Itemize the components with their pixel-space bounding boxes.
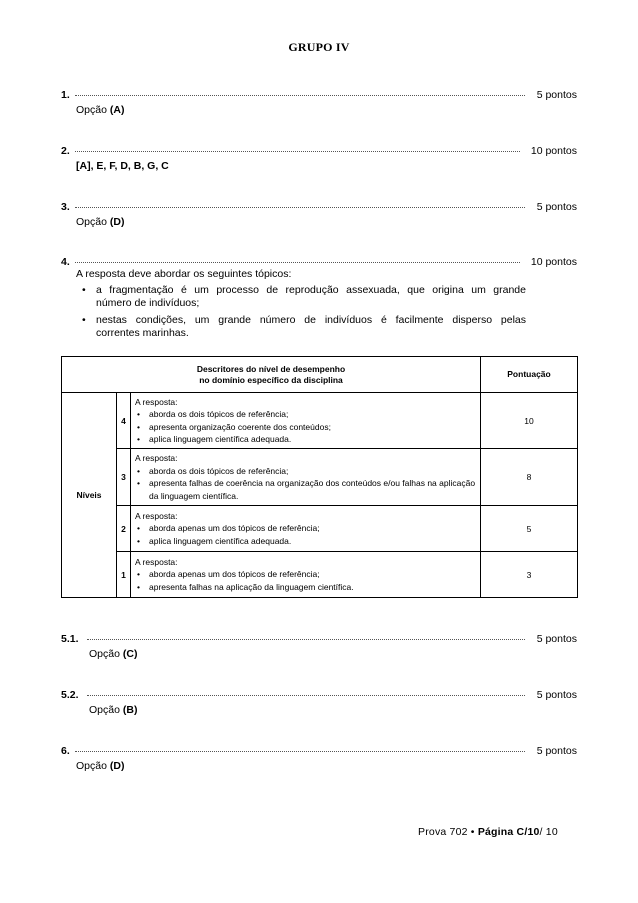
footer-separator: • — [470, 826, 475, 838]
item-points: 5 pontos — [536, 201, 577, 213]
leader-dots — [75, 151, 520, 152]
answer-value: (B) — [122, 704, 138, 716]
item-2-line — [61, 145, 577, 159]
item-number: 6. — [61, 745, 70, 757]
topic-line-2: correntes marinhas. — [96, 327, 189, 339]
descriptor-text: apresenta organização coerente dos conteúdos; — [149, 421, 331, 432]
bullet-icon: • — [137, 409, 140, 419]
descriptor-bullet — [135, 477, 476, 502]
item-number: 2. — [61, 145, 70, 157]
answer-value: (A) — [109, 104, 125, 116]
descriptor-text: aborda apenas um dos tópicos de referência; — [149, 569, 320, 580]
item-6-answer — [76, 760, 124, 772]
exam-code: Prova 702 — [418, 826, 468, 838]
bullet-icon: • — [137, 421, 140, 432]
levels-label: Níveis — [62, 393, 117, 598]
descriptor-text: aplica linguagem científica adequada. — [149, 434, 292, 444]
answer-prefix: Opção — [89, 648, 120, 660]
page-label: Página C/10 — [477, 826, 540, 838]
topic-line-1: a fragmentação é um processo de reprodução assexuada, que origina um grande — [96, 284, 526, 296]
descriptor-bullet — [135, 535, 476, 548]
item-2-answer — [76, 160, 169, 172]
bullet-icon: • — [137, 478, 140, 488]
descriptor-lead: A resposta: — [135, 556, 178, 567]
header-line-1: Descritores do nível de desempenho — [196, 363, 346, 374]
item-points: 5 pontos — [536, 745, 577, 757]
level-descriptor — [131, 506, 481, 552]
item-5-1-line — [61, 633, 577, 647]
item-number: 1. — [61, 89, 70, 101]
item-1-answer — [76, 104, 124, 116]
descriptor-bullet — [135, 581, 476, 594]
level-descriptor — [131, 552, 481, 598]
item-points: 5 pontos — [536, 633, 577, 645]
descriptor-text: aborda os dois tópicos de referência; — [149, 409, 289, 419]
header-line-2: no domínio específico da disciplina — [199, 374, 343, 385]
bullet-icon: • — [137, 535, 140, 546]
bullet-icon: • — [137, 569, 140, 580]
answer-value: (D) — [109, 216, 125, 228]
level-descriptor — [131, 449, 481, 506]
page-footer — [418, 826, 558, 838]
item-3-answer — [76, 216, 124, 228]
leader-dots — [75, 95, 525, 96]
item-6-line — [61, 745, 577, 759]
bullet-icon: • — [137, 523, 140, 534]
leader-dots — [75, 262, 520, 263]
item-points: 10 pontos — [530, 256, 577, 268]
answer-sequence: [A], E, F, D, B, G, C — [76, 160, 169, 172]
answer-prefix: Opção — [76, 760, 107, 772]
descriptor-lead: A resposta: — [135, 510, 178, 521]
item-points: 5 pontos — [536, 689, 577, 701]
descriptor-bullet — [135, 568, 476, 581]
rubric-table — [61, 356, 578, 598]
level-number: 4 — [117, 393, 131, 449]
item-number: 5.1. — [61, 633, 79, 645]
bullet-icon: • — [137, 434, 140, 444]
item-5-2-line — [61, 689, 577, 703]
item-points: 10 pontos — [530, 145, 577, 157]
descriptor-text: aborda apenas um dos tópicos de referência; — [149, 523, 320, 534]
answer-prefix: Opção — [89, 704, 120, 716]
level-number: 1 — [117, 552, 131, 598]
level-score: 3 — [481, 552, 578, 598]
topics-intro: A resposta deve abordar os seguintes tópicos: — [76, 268, 292, 280]
bullet-icon: • — [82, 284, 86, 296]
item-1-line — [61, 89, 577, 103]
descriptor-bullet — [135, 465, 476, 478]
rubric-header-score: Pontuação — [481, 357, 578, 393]
answer-value: (C) — [122, 648, 138, 660]
level-score: 10 — [481, 393, 578, 449]
level-score: 8 — [481, 449, 578, 506]
item-5-2-answer — [89, 704, 137, 716]
descriptor-text: aplica linguagem científica adequada. — [149, 535, 292, 546]
bullet-icon: • — [137, 465, 140, 476]
item-5-1-answer — [89, 648, 137, 660]
group-title: GRUPO IV — [288, 40, 350, 54]
rubric-header-descriptors — [62, 357, 481, 393]
descriptor-bullet — [135, 408, 476, 421]
bullet-icon: • — [82, 314, 86, 326]
descriptor-text: aborda os dois tópicos de referência; — [149, 465, 289, 476]
page-total: / 10 — [539, 826, 558, 838]
descriptor-bullet — [135, 522, 476, 535]
item-number: 5.2. — [61, 689, 79, 701]
answer-prefix: Opção — [76, 216, 107, 228]
level-number: 2 — [117, 506, 131, 552]
level-number: 3 — [117, 449, 131, 506]
topic-line-1: nestas condições, um grande número de indivíduos é facilmente disperso pelas — [96, 314, 526, 326]
leader-dots — [75, 751, 525, 752]
descriptor-lead: A resposta: — [135, 396, 178, 407]
descriptor-bullet — [135, 433, 476, 446]
leader-dots — [87, 695, 525, 696]
topic-1 — [82, 284, 526, 310]
answer-value: (D) — [109, 760, 125, 772]
topic-2 — [82, 314, 526, 340]
item-number: 3. — [61, 201, 70, 213]
descriptor-bullet — [135, 421, 476, 434]
leader-dots — [75, 207, 525, 208]
descriptor-text: apresenta falhas de coerência na organização dos conteúdos e/ou falhas na aplicação da linguagem científica. — [149, 478, 476, 501]
bullet-icon: • — [137, 581, 140, 592]
leader-dots — [87, 639, 525, 640]
item-points: 5 pontos — [536, 89, 577, 101]
topic-line-2: número de indivíduos; — [96, 297, 200, 309]
item-number: 4. — [61, 256, 70, 268]
level-descriptor — [131, 393, 481, 449]
level-score: 5 — [481, 506, 578, 552]
descriptor-lead: A resposta: — [135, 453, 178, 463]
descriptor-text: apresenta falhas na aplicação da linguagem científica. — [149, 581, 354, 592]
item-3-line — [61, 201, 577, 215]
answer-prefix: Opção — [76, 104, 107, 116]
